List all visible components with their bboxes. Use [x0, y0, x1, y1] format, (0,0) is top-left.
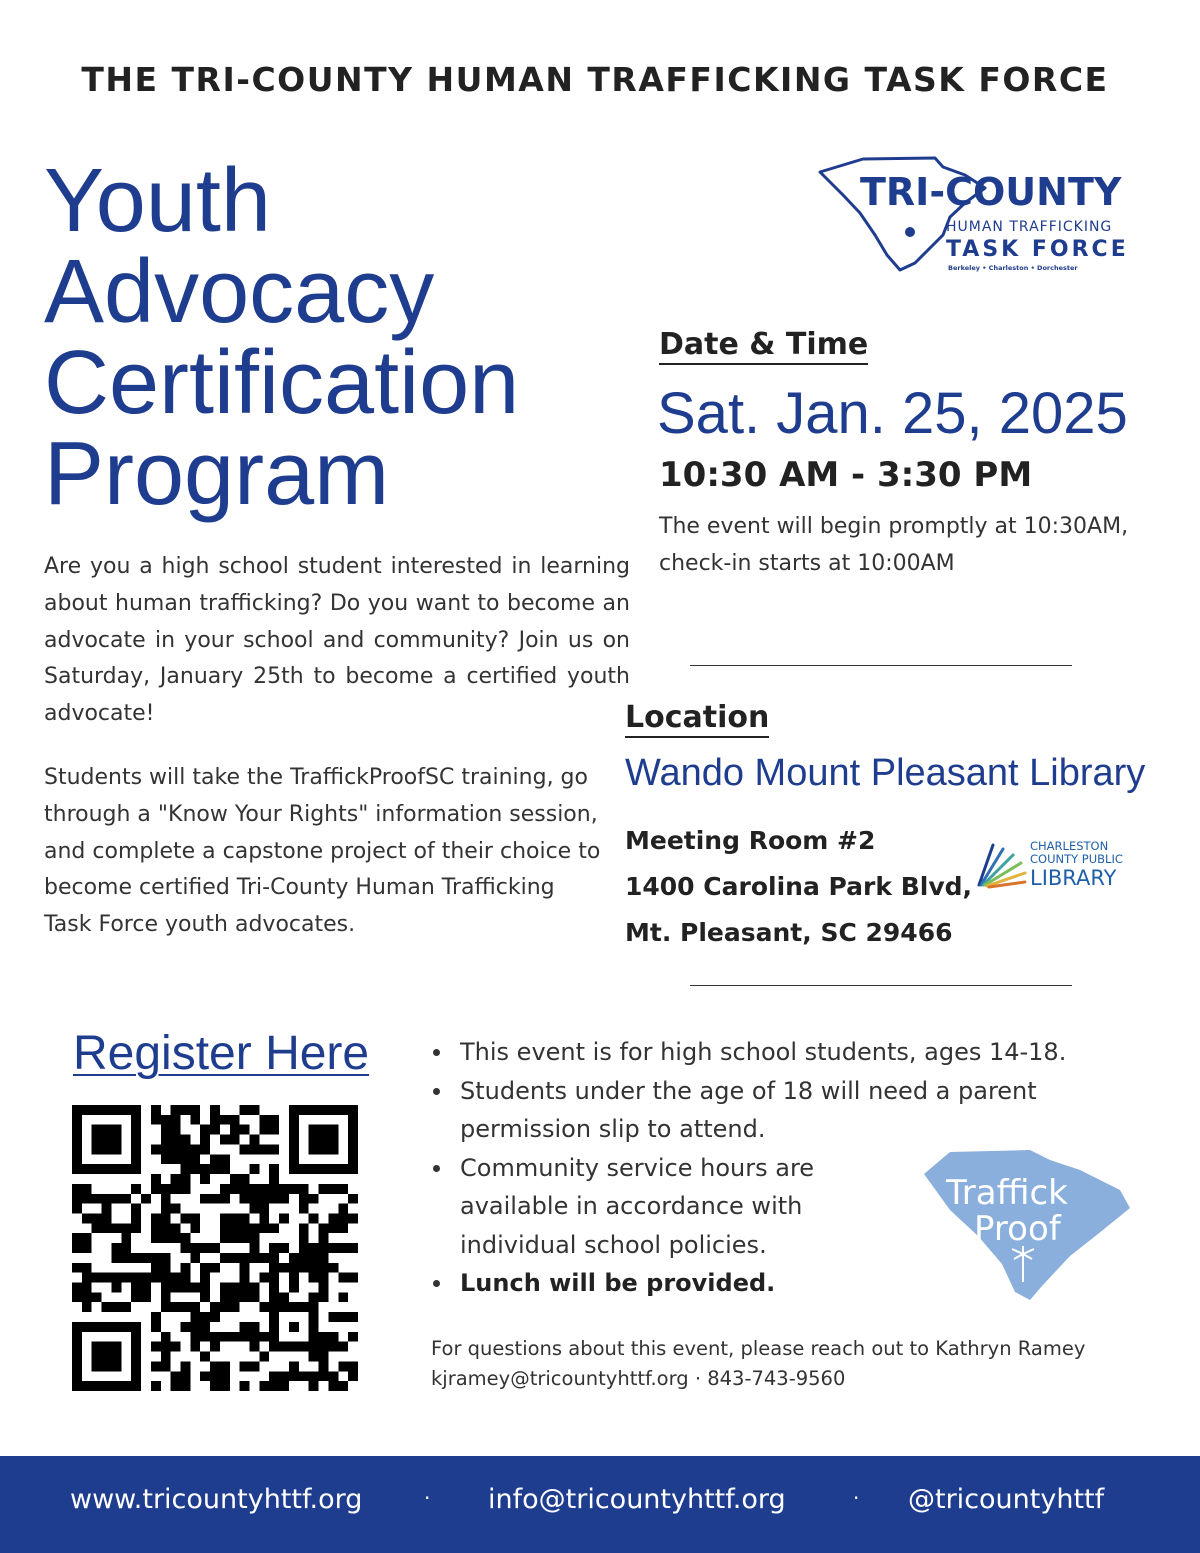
tricounty-logo-line4: Berkeley • Charleston • Dorchester	[948, 264, 1078, 272]
contact-email-phone[interactable]: kjramey@tricountyhttf.org · 843-743-9560	[431, 1367, 846, 1390]
contact-line: For questions about this event, please reach out to Kathryn Ramey	[431, 1337, 1086, 1360]
org-title: THE TRI-COUNTY HUMAN TRAFFICKING TASK FORCE	[81, 60, 1109, 99]
footer-separator: ·	[853, 1486, 860, 1510]
contact-info	[431, 1334, 1085, 1394]
list-item: Students under the age of 18 will need a parent permission slip to attend.	[430, 1072, 1120, 1149]
library-logo-line3: LIBRARY	[1030, 866, 1117, 890]
list-item: This event is for high school students, ages 14-18.	[430, 1033, 1120, 1072]
tricounty-logo-line2: HUMAN TRAFFICKING	[946, 219, 1113, 235]
title-line: Certification	[44, 333, 520, 433]
location-heading: Location	[625, 700, 769, 738]
program-details-paragraph: Students will take the TraffickProofSC training, go through a "Know Your Rights" information session, and complete a capstone project of their choice to become certified Tri-County Human Trafficking Task Force youth advocates.	[44, 765, 601, 938]
registration-qr-code[interactable]	[72, 1105, 358, 1391]
title-line: Advocacy	[44, 242, 435, 342]
footer-website-link[interactable]: www.tricountyhttf.org	[70, 1484, 363, 1515]
divider	[690, 985, 1072, 986]
program-title	[44, 151, 644, 524]
checkin-note: The event will begin promptly at 10:30AM, check-in starts at 10:00AM	[659, 514, 1129, 576]
library-logo	[975, 833, 1135, 893]
tricounty-logo	[815, 155, 1130, 275]
register-link[interactable]: Register Here	[73, 1027, 370, 1080]
date-time-heading: Date & Time	[659, 327, 868, 365]
location-address	[625, 818, 972, 956]
meeting-room: Meeting Room #2	[625, 826, 876, 855]
event-time: 10:30 AM - 3:30 PM	[659, 455, 1033, 495]
traffickproof-logo-line1: Traffick	[946, 1173, 1068, 1213]
library-rays-icon	[979, 845, 1025, 887]
street-address: 1400 Carolina Park Blvd,	[625, 872, 973, 901]
location-name: Wando Mount Pleasant Library	[625, 752, 1146, 794]
intro-paragraph: Are you a high school student interested in learning about human trafficking? Do you want to become an advocate in your school and community? Join us on Saturday, January 25th to become a certified youth advocate!	[44, 554, 630, 727]
divider	[690, 665, 1072, 666]
tricounty-logo-line3: TASK FORCE	[946, 237, 1129, 262]
title-line: Program	[44, 424, 390, 524]
footer-social-link[interactable]: @tricountyhttf	[908, 1484, 1105, 1515]
tricounty-logo-line1: TRI-COUNTY	[860, 170, 1122, 214]
city-address: Mt. Pleasant, SC 29466	[625, 918, 953, 947]
list-item: Community service hours are available in accordance with individual school policies.	[430, 1149, 890, 1265]
footer-email-link[interactable]: info@tricountyhttf.org	[488, 1484, 786, 1515]
traffickproof-logo	[920, 1146, 1132, 1301]
title-line: Youth	[44, 151, 271, 251]
library-logo-line2: COUNTY PUBLIC	[1030, 852, 1123, 866]
event-date: Sat. Jan. 25, 2025	[657, 381, 1128, 446]
traffickproof-logo-line2: Proof	[974, 1209, 1061, 1249]
footer-separator: ·	[424, 1486, 431, 1510]
footer-bar	[0, 1456, 1200, 1553]
list-item: Lunch will be provided.	[430, 1264, 1120, 1303]
library-logo-line1: CHARLESTON	[1030, 839, 1109, 853]
